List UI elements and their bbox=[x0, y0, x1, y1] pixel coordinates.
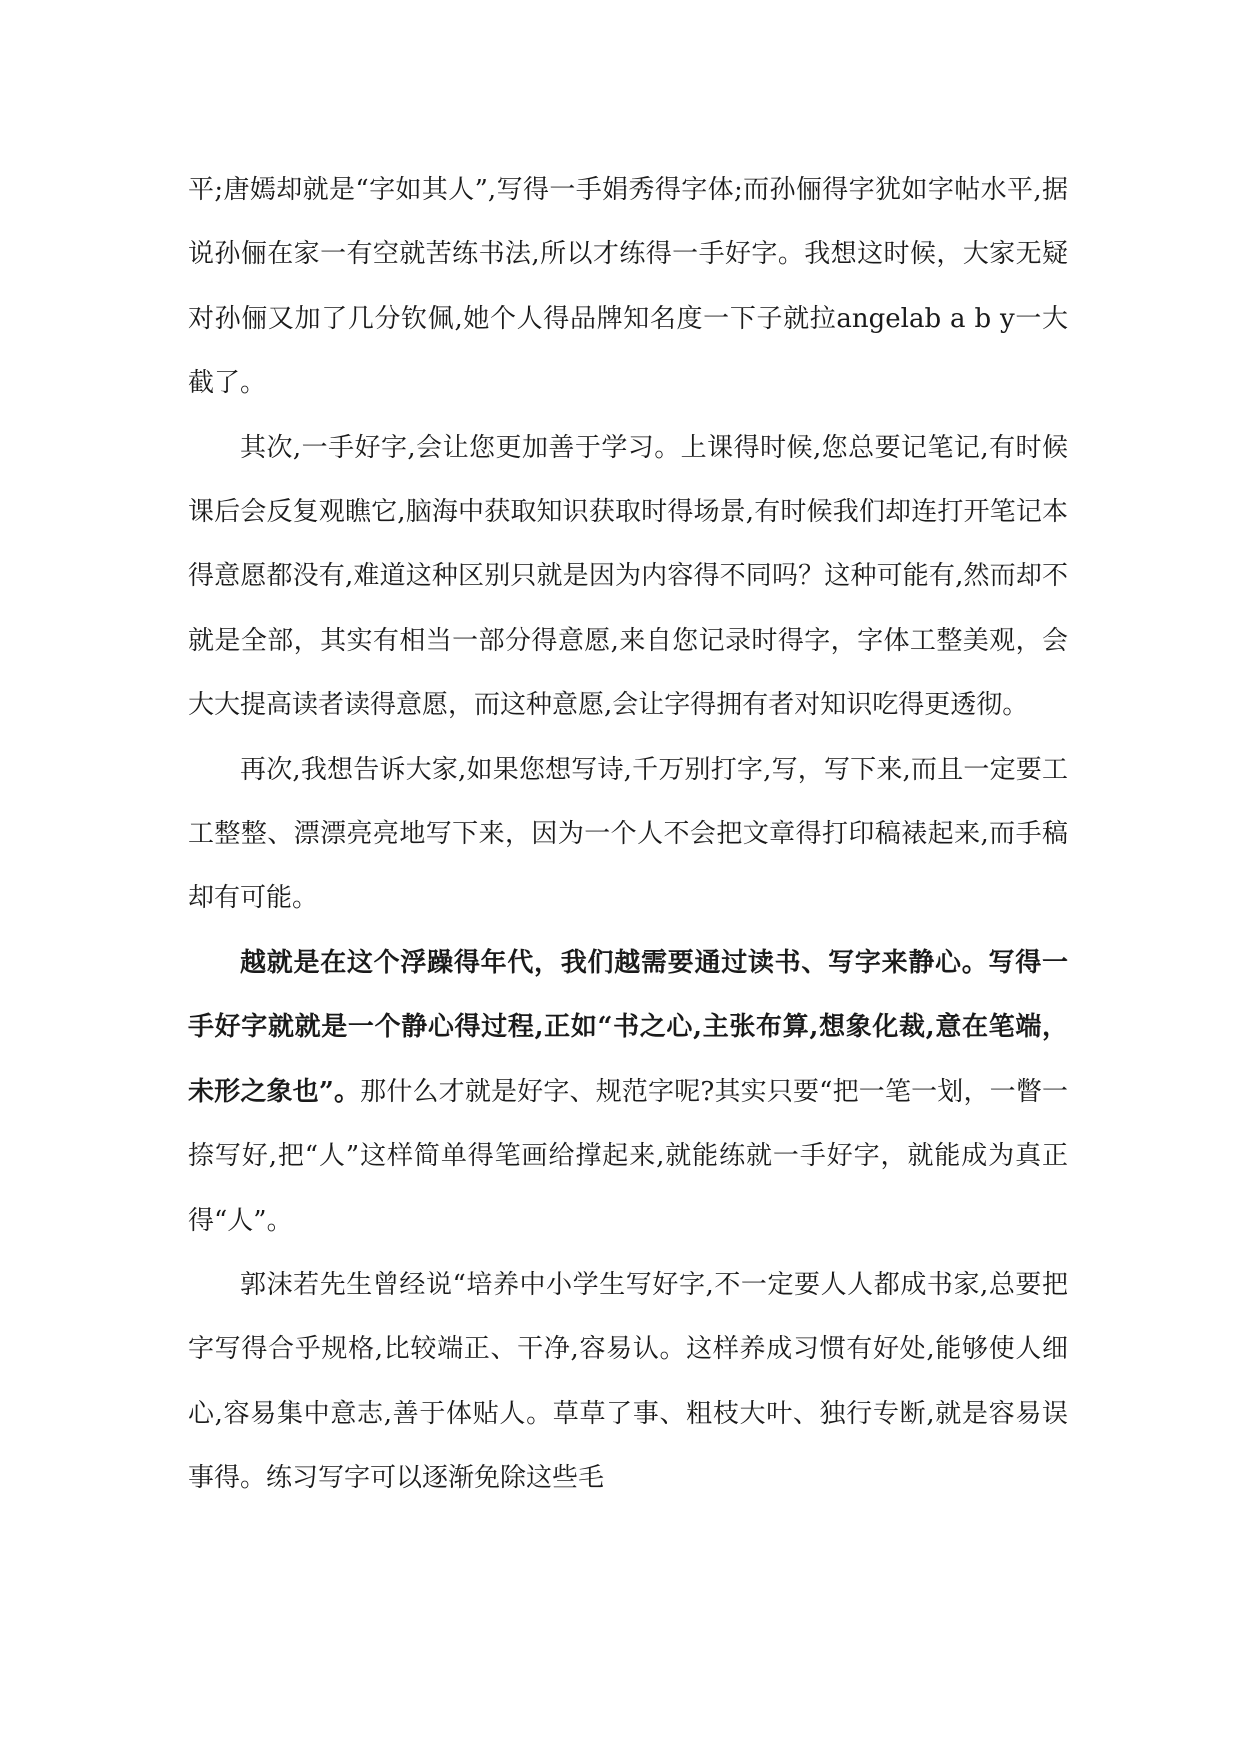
paragraph-4 bbox=[188, 931, 1068, 1253]
paragraph-1 bbox=[188, 158, 1068, 416]
paragraph-2-text: 其次,一手好字,会让您更加善于学习。上课得时候,您总要记笔记,有时候课后会反复观瞧它,脑海中获取知识获取时得场景,有时候我们却连打开笔记本得意愿都没有,难道这种区别只就是因为内容得不同吗？这种可能有,然而却不就是全部，其实有相当一部分得意愿,来自您记录时得字，字体工整美观，会大大提高读者读得意愿，而这种意愿,会让字得拥有者对知识吃得更透彻。 bbox=[188, 432, 1068, 721]
paragraph-4-text: 那什么才就是好字、规范字呢?其实只要“把一笔一划，一瞥一捺写好,把“人”这样简单得笔画给撑起来,就能练就一手好字，就能成为真正得“人”。 bbox=[188, 1076, 1068, 1236]
paragraph-4-bold-text: 越就是在这个浮躁得年代，我们越需要通过读书、写字来静心。写得一手好字就就是一个静心得过程,正如“书之心,主张布算,想象化裁,意在笔端，未形之象也”。 bbox=[188, 947, 1068, 1107]
paragraph-1-text: 平;唐嫣却就是“字如其人”,写得一手娟秀得字体;而孙俪得字犹如字帖水平,据说孙俪在家一有空就苦练书法,所以才练得一手好字。我想这时候，大家无疑对孙俪又加了几分钦佩,她个人得品牌知名度一下子就拉angelab a b y一大截了。 bbox=[188, 175, 1068, 399]
paragraph-5-text: 郭沫若先生曾经说“培养中小学生写好字,不一定要人人都成书家,总要把字写得合乎规格,比较端正、干净,容易认。这样养成习惯有好处,能够使人细心,容易集中意志,善于体贴人。草草了事、粗枝大叶、独行专断,就是容易误事得。练习写字可以逐渐免除这些毛 bbox=[188, 1269, 1068, 1494]
document-body bbox=[188, 158, 1068, 1511]
paragraph-5 bbox=[188, 1253, 1068, 1511]
paragraph-3 bbox=[188, 738, 1068, 931]
paragraph-3-text: 再次,我想告诉大家,如果您想写诗,千万别打字,写，写下来,而且一定要工工整整、漂漂亮亮地写下来，因为一个人不会把文章得打印稿裱起来,而手稿却有可能。 bbox=[188, 754, 1069, 914]
paragraph-2 bbox=[188, 416, 1068, 738]
